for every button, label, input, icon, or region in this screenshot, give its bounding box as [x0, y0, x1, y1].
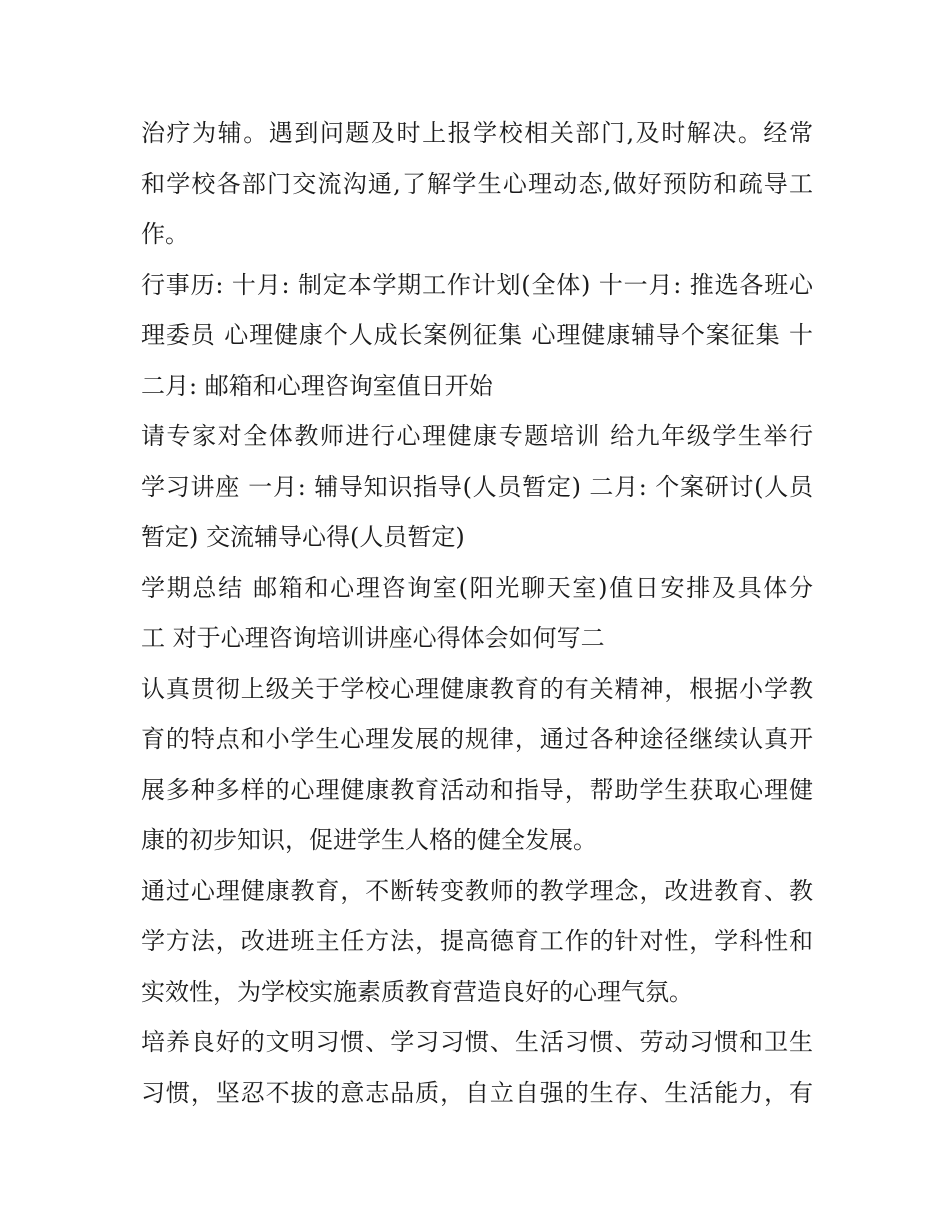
text-line: 工 对于心理咨询培训讲座心得体会如何写二 — [141, 624, 605, 652]
text-line: 和学校各部门交流沟通,了解学生心理动态,做好预防和疏导工 — [141, 169, 813, 198]
text-line: 二月: 邮箱和心理咨询室值日开始 — [141, 371, 493, 400]
text-line: 行事历: 十月: 制定本学期工作计划(全体) 十一月: 推选各班心 — [141, 270, 813, 299]
text-line: 展多种多样的心理健康教育活动和指导，帮助学生获取心理健 — [141, 775, 813, 804]
text-line: 请专家对全体教师进行心理健康专题培训 给九年级学生举行 — [141, 422, 813, 450]
text-line: 作。 — [141, 220, 189, 248]
text-line: 学期总结 邮箱和心理咨询室(阳光聊天室)值日安排及具体分 — [141, 573, 813, 602]
text-line: 学方法，改进班主任方法，提高德育工作的针对性，学科性和 — [141, 927, 813, 955]
text-line: 暂定) 交流辅导心得(人员暂定) — [141, 523, 465, 551]
text-line: 通过心理健康教育，不断转变教师的教学理念，改进教育、教 — [141, 876, 813, 905]
text-line: 培养良好的文明习惯、学习习惯、生活习惯、劳动习惯和卫生 — [141, 1028, 813, 1056]
text-line: 育的特点和小学生心理发展的规律，通过各种途径继续认真开 — [141, 725, 813, 753]
text-line: 习惯，坚忍不拔的意志品质，自立自强的生存、生活能力，有 — [141, 1078, 813, 1107]
document-page — [141, 108, 813, 1118]
text-line: 康的初步知识，促进学生人格的健全发展。 — [141, 826, 597, 854]
text-line: 治疗为辅。遇到问题及时上报学校相关部门,及时解决。经常 — [141, 119, 813, 147]
text-line: 实效性，为学校实施素质教育营造良好的心理气氛。 — [141, 977, 693, 1006]
text-line: 认真贯彻上级关于学校心理健康教育的有关精神，根据小学教 — [141, 674, 813, 703]
text-line: 理委员 心理健康个人成长案例征集 心理健康辅导个案征集 十 — [141, 321, 813, 349]
text-line: 学习讲座 一月: 辅导知识指导(人员暂定) 二月: 个案研讨(人员 — [141, 472, 813, 501]
